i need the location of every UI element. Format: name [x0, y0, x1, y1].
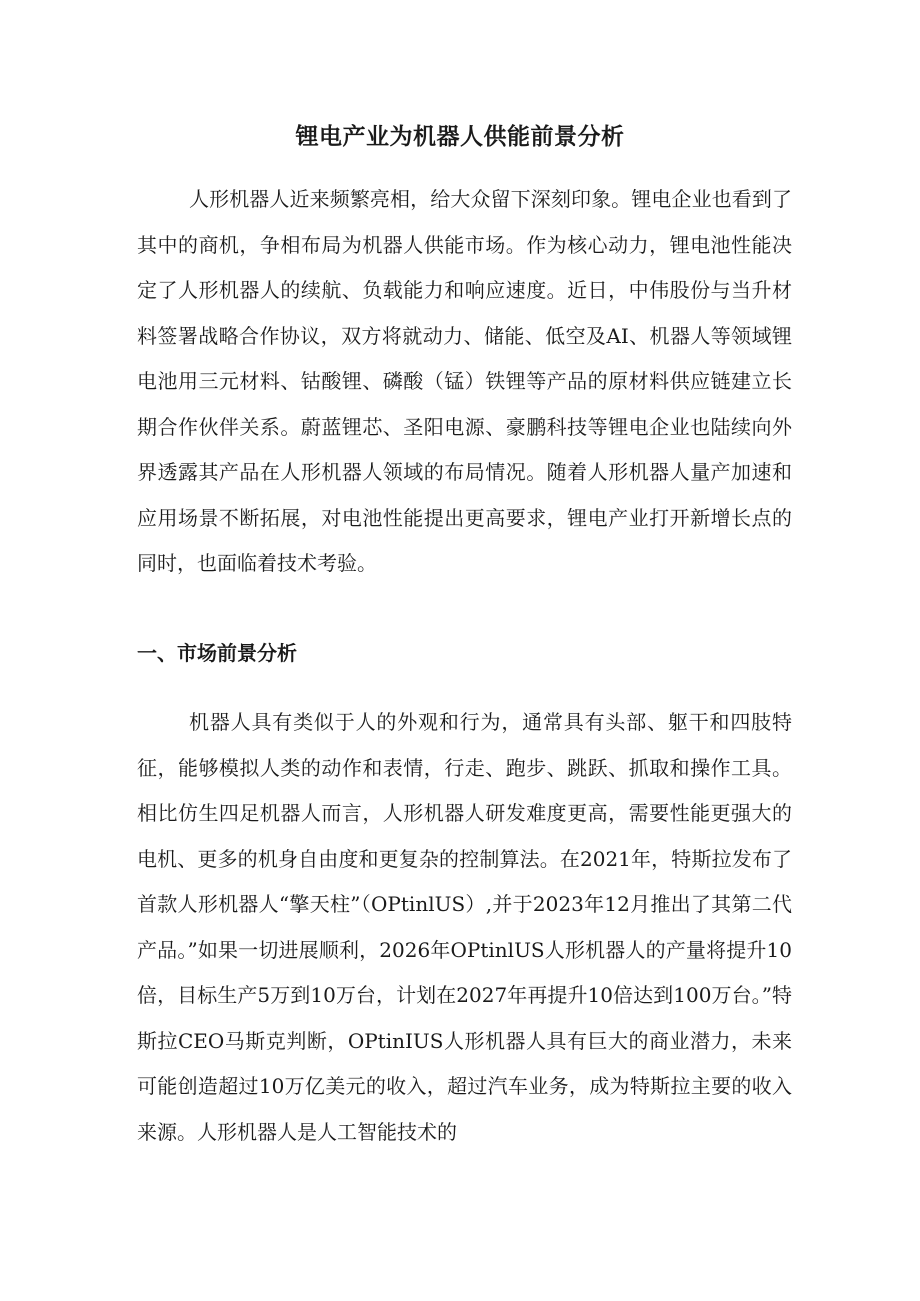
- document-title: 锂电产业为机器人供能前景分析: [295, 124, 625, 150]
- section-heading-market-outlook: 一、市场前景分析: [137, 641, 297, 665]
- section-paragraph-market-outlook: 机器人具有类似于人的外观和行为，通常具有头部、躯干和四肢特征，能够模拟人类的动作和表情，行走、跑步、跳跃、抓取和操作工具。相比仿生四足机器人而言，人形机器人研发难度更高，需要性能更强大的电机、更多的机身自由度和更复杂的控制算法。在2021年，特斯拉发布了首款人形机器人“擎天柱”（OPtinlUS）,并于2023年12月推出了其第二代产品。”如果一切进展顺利，2026年OPtinlUS人形机器人的产量将提升10倍，目标生产5万到10万台，计划在2027年再提升10倍达到100万台。”特斯拉CEO马斯克判断，OPtinIUS人形机器人具有巨大的商业潜力，未来可能创造超过10万亿美元的收入，超过汽车业务，成为特斯拉主要的收入来源。人形机器人是人工智能技术的: [137, 710, 792, 1144]
- intro-paragraph: 人形机器人近来频繁亮相，给大众留下深刻印象。锂电企业也看到了其中的商机，争相布局为机器人供能市场。作为核心动力，锂电池性能决定了人形机器人的续航、负载能力和响应速度。近日，中伟股份与当升材料签署战略合作协议，双方将就动力、储能、低空及AI、机器人等领域锂电池用三元材料、钴酸锂、磷酸（锰）铁锂等产品的原材料供应链建立长期合作伙伴关系。蔚蓝锂芯、圣阳电源、豪鹏科技等锂电企业也陆续向外界透露其产品在人形机器人领域的布局情况。随着人形机器人量产加速和应用场景不断拓展，对电池性能提出更高要求，锂电产业打开新增长点的同时，也面临着技术考验。: [137, 187, 792, 575]
